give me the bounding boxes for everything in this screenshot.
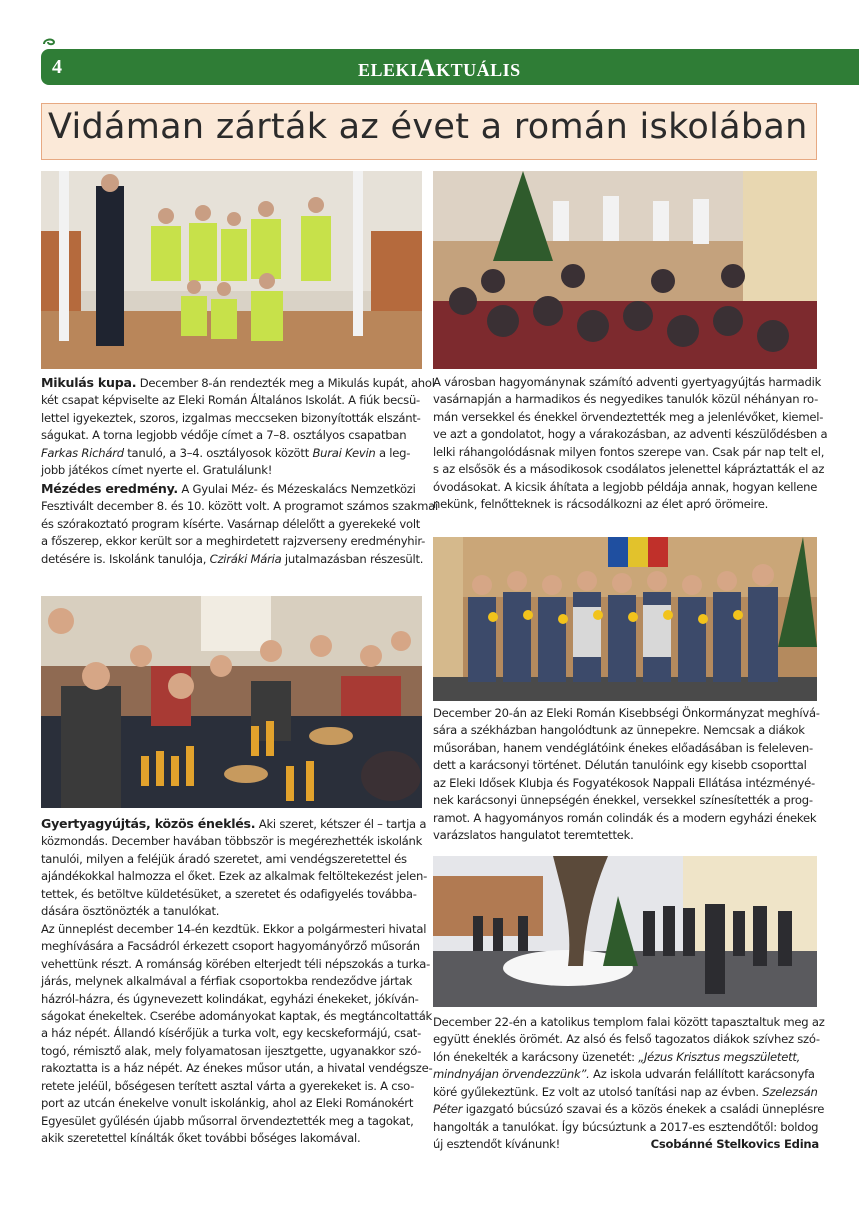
text-line: ve azt a gondolatot, hogy a várakozásban, az adventi készülődésben a — [433, 427, 828, 442]
text-line: járás, melynek alkalmával a férfiak csoportokba rendeződve jártak — [41, 974, 413, 989]
text-line: dett a karácsonyi történet. Délután tanulóink egy kisebb csoporttal — [433, 758, 807, 773]
text-line: hangolták a tanulókat. Így búcsúztunk a 2017-es esztendőtől: boldog — [433, 1119, 819, 1134]
text-line: s az elsősök és a másodikosok csodálatos jelenettel kápráztatták el az — [433, 462, 825, 477]
article-headline: Vidáman zárták az évet a román iskolában — [48, 107, 808, 147]
text-span: A Gyulai Méz- és Mézeskalács Nemzetközi — [177, 481, 416, 496]
text-line: nek karácsonyi ünnepségén énekkel, versekkel színesítették a prog- — [433, 793, 813, 808]
name-peter: Péter — [433, 1102, 463, 1117]
text-line: togó, rémisztő alak, mely folyamatosan ijesztgette, ugyanakkor szó- — [41, 1043, 422, 1058]
text-line — [433, 1066, 819, 1083]
text-line: ramot. A hagyományos román colindák és a modern egyházi énekek — [433, 810, 817, 825]
church-courtyard-photo — [433, 856, 817, 1007]
text-line: sára a székházban hangolódtunk az ünnepekre. Nemcsak a diákok — [433, 723, 805, 738]
name-burai: Burai Kevin — [312, 445, 376, 460]
col2-text-top — [433, 374, 828, 514]
text-line: December 20-án az Eleki Román Kisebbségi Önkormányzat meghívá- — [433, 706, 820, 720]
text-line — [41, 480, 425, 498]
text-line: mán versekkel és énekkel örvendeztették meg a jelenlévőket, kiemel- — [433, 409, 824, 424]
text-line: dására ösztönözték a tanulókat. — [41, 904, 220, 919]
children-table-photo — [41, 596, 422, 808]
title-prefix: ELEKI — [358, 60, 418, 80]
text-line: rakoztatta is a ház népét. Az énekes műsor után, a hivatal vendégsze- — [41, 1061, 433, 1076]
text-line: Az ünneplést december 14-én kezdtük. Ekkor a polgármesteri hivatal — [41, 921, 427, 936]
quote-text: „Jézus Krisztus megszületett, — [638, 1049, 801, 1064]
text-line: tettek, és betöltve küldetésüket, a szeretet és odafigyelés továbba- — [41, 886, 417, 901]
text-line: ságukat. A torna legjobb védője címet a 7–8. osztályos csapatban — [41, 428, 407, 443]
quote-text: mindnyájan örvendezzünk”. — [433, 1067, 590, 1082]
text-line: nekünk, felnőtteknek is rácsodálkozni az élet apró örömeire. — [433, 497, 769, 512]
text-span: tanuló, a 3–4. osztályosok között — [123, 445, 313, 460]
text-line: jobb játékos címet nyerte el. Gratulálunk! — [41, 463, 273, 478]
advent-audience-photo — [433, 171, 817, 369]
text-span: detésére is. Iskolánk tanulója, — [41, 551, 210, 566]
text-line: December 22-én a katolikus templom falai között tapasztaltuk meg az — [433, 1015, 825, 1029]
text-line: az Eleki Idősek Klubja és Fogyatékosok Nappali Ellátása intézményé- — [433, 775, 815, 790]
name-cziraki: Cziráki Mária — [209, 551, 282, 566]
text-line: Egyesület gyűlésén újabb műsorral örvendeztették meg a tagokat, — [41, 1113, 414, 1128]
text-line: Fesztivált december 8. és 10. között volt. A programot számos szakmai — [41, 499, 438, 514]
text-line: lettel igyekeztek, szoros, izgalmas meccseken bizonyították elszánt- — [41, 410, 421, 425]
col2-text-bottom — [433, 1014, 825, 1174]
page-number: 4 — [52, 56, 62, 78]
text-span: lón énekelték a karácsony üzenetét: — [433, 1049, 639, 1064]
text-line: vehettünk részt. A románság körében elterjedt téli népszokás a turka- — [41, 956, 431, 971]
text-line: és szórakoztató program kísérte. Vasárnap délelőtt a gyerekeké volt — [41, 516, 421, 531]
name-farkas: Farkas Richárd — [41, 445, 124, 460]
title-rest: KTUÁLIS — [436, 60, 521, 80]
logo-swirl-icon — [42, 37, 56, 47]
text-line: lelki ráhangolódásnak milyen fontos szerepe van. Csak pár nap telt el, — [433, 444, 825, 459]
text-span: Aki szeret, kétszer él – tartja a — [255, 817, 427, 831]
text-line: vasárnapján a harmadikos és negyedikes tanulók közül néhányan ro- — [433, 392, 819, 407]
text-span: jutalmazásban részesült. — [281, 551, 424, 566]
football-team-photo — [41, 171, 422, 369]
col1-text-bottom — [41, 815, 433, 1148]
text-line: port az utcán énekelve vonult iskolánkig, ahol az Eleki Románokért — [41, 1096, 414, 1111]
text-line — [41, 374, 435, 392]
text-line — [433, 1049, 819, 1066]
text-span: Az iskola udvarán felállított karácsonyfa — [589, 1067, 815, 1082]
text-line: műsorában, hanem vendéglátóink énekes előadásában is feleleven- — [433, 740, 813, 755]
text-line: varázslatos hangulatot teremtettek. — [433, 828, 634, 843]
title-initial: A — [417, 55, 437, 82]
text-line: tanulói, milyen a feléjük áradó szeretet, ami vendégszeretettel és — [41, 851, 407, 866]
col1-text-top — [41, 374, 438, 568]
text-line — [433, 1084, 819, 1101]
text-line: retete jeléül, bőségesen terített asztal várta a gyerekeket is. A cso- — [41, 1078, 415, 1093]
text-span: új esztendőt kívánunk! — [433, 1137, 561, 1152]
text-line: a ház népét. Állandó kísérőjük a turka volt, egy kecskeformájú, csat- — [41, 1026, 422, 1041]
text-line: akik szeretettel kínálták őket további bőséges lakomával. — [41, 1131, 361, 1146]
text-line — [41, 445, 425, 462]
section-title-mezedes: Mézédes eredmény. — [41, 480, 178, 496]
text-line: ságokat énekeltek. Cserébe adományokat kaptak, és megtáncoltatták — [41, 1008, 433, 1023]
text-line: meghívására a Facsádról érkezett csoport hagyományőrző műsorán — [41, 939, 420, 954]
magazine-title — [358, 55, 521, 83]
text-span: igazgató búcsúzó szavai és a közös énekek a családi ünneplésre — [462, 1102, 825, 1117]
text-span: December 8-án rendezték meg a Mikulás kupát, ahol — [136, 376, 435, 390]
text-line: a főszerep, ekkor került sor a meghirdetett rajzverseny eredményhir- — [41, 534, 426, 549]
section-title-gyertyagyujtas: Gyertyagyújtás, közös éneklés. — [41, 816, 256, 831]
text-line — [433, 1101, 825, 1118]
text-line: együtt éneklés örömét. Az alsó és felső tagozatos diákok szívhez szó- — [433, 1032, 820, 1047]
section-title-mikulas: Mikulás kupa. — [41, 375, 137, 390]
singing-children-photo — [433, 537, 817, 701]
text-span: a leg- — [375, 445, 411, 460]
text-line: ajándékokkal halmozza el őket. Ezek az alkalmak feltöltekezést jelen- — [41, 869, 428, 884]
text-line: óvodásokat. A kicsik áhítata a legjobb példája annak, hogyan kellene — [433, 479, 818, 494]
text-line: A városban hagyománynak számító adventi gyertyagyújtás harmadik — [433, 375, 822, 389]
text-line — [433, 1136, 819, 1153]
author-signature: Csobánné Stelkovics Edina — [650, 1137, 819, 1152]
text-line: házról-házra, és úgynevezett kolindákat, egyházi énekeket, jókíván- — [41, 991, 419, 1006]
text-line — [41, 551, 425, 568]
text-line: közmondás. December havában többször is megérezhették iskolánk — [41, 834, 423, 849]
col2-text-middle — [433, 705, 819, 845]
text-span: köré gyűlekeztünk. Ez volt az utolsó tanítási nap az évben. — [433, 1084, 763, 1099]
text-line: két csapat képviselte az Eleki Román Általános Iskolát. A fiúk becsü- — [41, 393, 420, 408]
text-line — [41, 815, 425, 833]
name-szelezsan: Szelezsán — [762, 1084, 818, 1099]
